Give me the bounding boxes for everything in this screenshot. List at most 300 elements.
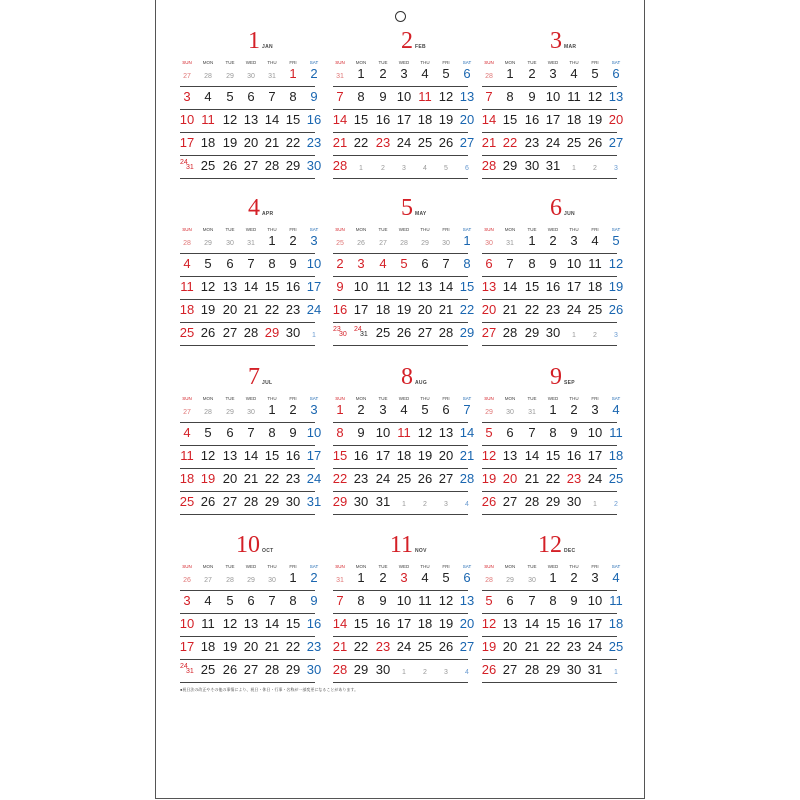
- weekday-label: SUN: [335, 396, 345, 401]
- day-cell: 22: [332, 471, 348, 486]
- day-cell: 25: [608, 471, 624, 486]
- day-cell: 10: [179, 112, 195, 127]
- day-cell: 8: [506, 89, 514, 104]
- day-cell: 4: [465, 669, 469, 676]
- day-cell: 28: [481, 158, 497, 173]
- week-row: [481, 636, 624, 660]
- day-cell: 30: [285, 494, 301, 509]
- day-cell: 10: [306, 425, 322, 440]
- weekday-label: MON: [504, 396, 516, 401]
- weekday-label: SAT: [611, 227, 621, 232]
- day-cell: 30: [247, 409, 255, 416]
- weekday-label: SUN: [182, 60, 192, 65]
- day-cell: 27: [608, 135, 624, 150]
- day-cell: 28: [485, 577, 493, 584]
- day-cell: 7: [442, 256, 450, 271]
- day-cell: 29: [285, 158, 301, 173]
- day-cell: 23: [306, 135, 322, 150]
- day-cell: 16: [375, 112, 391, 127]
- day-cell: 24: [306, 302, 322, 317]
- day-cell: 11: [201, 112, 215, 127]
- day-cell: 11: [180, 279, 194, 294]
- week-row: [179, 636, 322, 660]
- day-cell: 25: [179, 494, 195, 509]
- weekday-label: WED: [398, 396, 410, 401]
- week-row: [180, 445, 322, 469]
- day-cell: 22: [545, 639, 561, 654]
- day-cell: 9: [310, 593, 318, 608]
- day-cell: 26: [481, 662, 497, 677]
- day-cell: 28: [226, 577, 234, 584]
- day-cell: 19: [608, 279, 624, 294]
- day-cell: 16: [524, 112, 540, 127]
- day-cell: 14: [502, 279, 518, 294]
- month-name: SEP: [564, 380, 575, 386]
- day-cell: 18: [179, 302, 195, 317]
- day-cell: 3: [357, 256, 365, 271]
- week-row: [332, 109, 475, 133]
- day-cell: 6: [247, 89, 255, 104]
- day-cell: 1: [572, 332, 576, 339]
- day-cell: 20: [502, 471, 518, 486]
- week-row: [180, 659, 322, 683]
- day-cell: 11: [588, 256, 602, 271]
- day-cell: 15: [332, 448, 348, 463]
- month-name: OCT: [262, 548, 274, 554]
- day-cell: 22: [545, 471, 561, 486]
- day-cell: 8: [357, 593, 365, 608]
- day-cell: 18: [608, 616, 624, 631]
- day-cell: 22: [459, 302, 475, 317]
- day-cell: 13: [502, 448, 518, 463]
- weekday-label: THU: [267, 227, 277, 232]
- day-cell: 31: [545, 158, 561, 173]
- week-row: [481, 132, 624, 156]
- day-cell: 14: [438, 279, 454, 294]
- day-cell: 8: [549, 425, 557, 440]
- day-cell: 4: [204, 89, 212, 104]
- day-cell: 14: [243, 279, 259, 294]
- day-cell: 12: [222, 616, 238, 631]
- day-cell: 1: [357, 66, 365, 81]
- month-number: 1: [248, 28, 260, 54]
- day-cell: 1: [359, 165, 363, 172]
- day-cell: 6: [465, 165, 469, 172]
- day-cell: 2: [381, 165, 385, 172]
- week-row: [481, 276, 624, 300]
- day-cell: 29: [332, 494, 348, 509]
- weekday-label: MON: [504, 227, 516, 232]
- day-cell: 27: [243, 662, 259, 677]
- weekday-label: TUE: [225, 396, 235, 401]
- weekday-label: THU: [420, 227, 430, 232]
- day-cell: 2: [570, 402, 578, 417]
- day-cell: 3: [591, 570, 599, 585]
- month-block-aug: [332, 336, 475, 509]
- day-cell: 10: [566, 256, 582, 271]
- day-cell: 11: [609, 593, 623, 608]
- day-cell: 19: [587, 112, 603, 127]
- day-number: 24: [180, 159, 188, 166]
- weekday-label: MON: [202, 227, 214, 232]
- day-cell: 16: [566, 448, 582, 463]
- day-cell: 6: [612, 66, 620, 81]
- week-row: [179, 132, 322, 156]
- day-cell: 28: [204, 409, 212, 416]
- weekday-label: THU: [569, 227, 579, 232]
- day-cell: 25: [417, 135, 433, 150]
- day-cell: 2: [593, 332, 597, 339]
- weekday-label: SUN: [182, 564, 192, 569]
- day-cell: 17: [179, 135, 195, 150]
- day-cell: 4: [612, 570, 620, 585]
- day-cell: 5: [485, 425, 493, 440]
- day-cell: 5: [226, 593, 234, 608]
- weekday-label: MON: [202, 60, 214, 65]
- week-row: [332, 468, 475, 492]
- weekday-label: TUE: [527, 564, 537, 569]
- day-cell: 2: [379, 570, 387, 585]
- day-cell: 24: [375, 471, 391, 486]
- day-cell: 3: [570, 233, 578, 248]
- weekday-label: MON: [202, 396, 214, 401]
- weekday-label: FRI: [289, 564, 297, 569]
- weekday-label: WED: [398, 564, 410, 569]
- day-cell: 21: [524, 471, 540, 486]
- month-block-sep: [481, 336, 624, 509]
- day-cell: 25: [608, 639, 624, 654]
- month-name: MAR: [564, 44, 577, 50]
- day-cell: 29: [524, 325, 540, 340]
- day-cell: 11: [376, 279, 390, 294]
- weekday-label: WED: [245, 564, 257, 569]
- day-cell: 4: [421, 66, 429, 81]
- day-cell: 4: [204, 593, 212, 608]
- weekday-label: SAT: [462, 396, 472, 401]
- weekday-label: TUE: [527, 60, 537, 65]
- day-cell: 25: [200, 158, 216, 173]
- day-cell: 18: [200, 639, 216, 654]
- day-cell: 26: [608, 302, 624, 317]
- day-cell: 18: [200, 135, 216, 150]
- day-cell: 31: [306, 494, 322, 509]
- day-cell: 30: [524, 158, 540, 173]
- month-number: 3: [550, 28, 562, 54]
- day-cell: 9: [570, 425, 578, 440]
- day-cell: 21: [243, 471, 259, 486]
- day-cell: 2: [593, 165, 597, 172]
- weekday-label: SUN: [182, 227, 192, 232]
- week-row: [482, 63, 620, 87]
- weekday-label: FRI: [591, 60, 599, 65]
- day-cell: 30: [247, 73, 255, 80]
- day-cell: 27: [183, 73, 191, 80]
- day-cell: 30: [506, 409, 514, 416]
- day-cell: 4: [183, 256, 191, 271]
- day-cell: 4: [400, 402, 408, 417]
- day-cell: 26: [417, 471, 433, 486]
- day-cell: 11: [180, 448, 194, 463]
- day-cell: 19: [200, 471, 216, 486]
- day-cell: 21: [438, 302, 454, 317]
- week-row: [482, 399, 620, 423]
- day-cell: 10: [375, 425, 391, 440]
- weekday-label: SAT: [611, 396, 621, 401]
- day-cell: 25: [587, 302, 603, 317]
- weekday-label: FRI: [591, 396, 599, 401]
- day-cell: 5: [204, 425, 212, 440]
- day-cell: 19: [438, 112, 454, 127]
- week-row: [482, 659, 617, 683]
- weekday-label: THU: [420, 564, 430, 569]
- day-cell: 21: [264, 639, 280, 654]
- day-cell: 7: [336, 89, 344, 104]
- day-cell: 28: [332, 662, 348, 677]
- week-row: [482, 230, 620, 254]
- day-cell: 31: [336, 73, 344, 80]
- day-cell: 25: [566, 135, 582, 150]
- week-row: [180, 230, 318, 254]
- day-cell: 14: [481, 112, 497, 127]
- month-name: JUN: [564, 211, 575, 217]
- day-cell: 4: [465, 501, 469, 508]
- day-cell: 26: [587, 135, 603, 150]
- day-cell: 5: [442, 570, 450, 585]
- day-cell: 2: [549, 233, 557, 248]
- day-cell: 11: [609, 425, 623, 440]
- day-cell: 17: [566, 279, 582, 294]
- day-cell: 20: [438, 448, 454, 463]
- day-cell: 5: [612, 233, 620, 248]
- day-number: 30: [339, 331, 347, 338]
- weekday-label: FRI: [442, 396, 450, 401]
- day-cell: 14: [524, 448, 540, 463]
- month-number: 9: [550, 364, 562, 390]
- day-cell: 25: [375, 325, 391, 340]
- day-cell: 28: [524, 494, 540, 509]
- day-cell: 1: [572, 165, 576, 172]
- day-cell: 29: [204, 240, 212, 247]
- month-block-may: [332, 167, 475, 340]
- day-cell: 10: [587, 425, 603, 440]
- day-cell: 13: [243, 112, 259, 127]
- day-cell: 26: [222, 158, 238, 173]
- day-cell: 24: [587, 639, 603, 654]
- month-block-dec: [481, 504, 624, 677]
- week-row: [333, 253, 471, 277]
- day-cell: 19: [481, 639, 497, 654]
- day-cell: 23: [524, 135, 540, 150]
- day-cell: 28: [459, 471, 475, 486]
- day-cell: 24: [587, 471, 603, 486]
- day-cell: 1: [289, 570, 297, 585]
- month-name: DEC: [564, 548, 576, 554]
- day-cell: 3: [402, 165, 406, 172]
- weekday-label: SUN: [484, 396, 494, 401]
- weekday-label: TUE: [225, 564, 235, 569]
- day-cell: 6: [226, 256, 234, 271]
- day-cell: 23: [306, 639, 322, 654]
- week-row: [180, 590, 318, 614]
- weekday-label: THU: [420, 396, 430, 401]
- week-row: [481, 468, 624, 492]
- day-cell: 12: [608, 256, 624, 271]
- day-cell: 1: [593, 501, 597, 508]
- day-cell: 26: [396, 325, 412, 340]
- day-cell: 11: [397, 425, 411, 440]
- day-cell: 4: [183, 425, 191, 440]
- month-name: JAN: [262, 44, 273, 50]
- day-cell: 7: [528, 425, 536, 440]
- weekday-label: SAT: [309, 60, 319, 65]
- day-cell: 22: [285, 135, 301, 150]
- day-cell: 21: [332, 639, 348, 654]
- week-row: [333, 590, 475, 614]
- day-cell: 1: [549, 570, 557, 585]
- day-cell: 19: [438, 616, 454, 631]
- month-block-jan: [179, 0, 322, 173]
- day-cell: 15: [545, 616, 561, 631]
- weekday-label: TUE: [378, 60, 388, 65]
- day-cell: 16: [566, 616, 582, 631]
- day-cell: 5: [204, 256, 212, 271]
- day-cell: 22: [264, 471, 280, 486]
- week-row: [481, 109, 624, 133]
- day-cell: 1: [357, 570, 365, 585]
- day-cell: 3: [444, 501, 448, 508]
- week-row: [180, 63, 318, 87]
- day-cell: 20: [417, 302, 433, 317]
- day-cell: 22: [285, 639, 301, 654]
- day-cell: 19: [481, 471, 497, 486]
- day-cell: 15: [502, 112, 518, 127]
- day-cell: 2: [528, 66, 536, 81]
- day-cell: 1: [268, 402, 276, 417]
- calendar-grid: [180, 0, 622, 680]
- month-number: 5: [401, 195, 413, 221]
- day-cell: 28: [400, 240, 408, 247]
- weekday-label: THU: [267, 396, 277, 401]
- weekday-label: SAT: [611, 60, 621, 65]
- weekday-label: SUN: [484, 227, 494, 232]
- weekday-label: MON: [504, 564, 516, 569]
- day-cell: 2: [423, 669, 427, 676]
- weekday-label: TUE: [378, 564, 388, 569]
- weekday-label: THU: [267, 564, 277, 569]
- day-cell: 1: [528, 233, 536, 248]
- day-cell: 8: [336, 425, 344, 440]
- day-cell: 12: [222, 112, 238, 127]
- day-cell: 17: [396, 616, 412, 631]
- day-cell: 29: [285, 662, 301, 677]
- day-cell: 28: [502, 325, 518, 340]
- month-name: JUL: [262, 380, 273, 386]
- day-cell: 18: [587, 279, 603, 294]
- month-number: 6: [550, 195, 562, 221]
- day-cell: 21: [524, 639, 540, 654]
- weekday-label: THU: [267, 60, 277, 65]
- day-cell: 14: [459, 425, 475, 440]
- day-cell: 22: [353, 639, 369, 654]
- day-number: 31: [360, 331, 368, 338]
- day-cell: 9: [379, 89, 387, 104]
- day-cell: 28: [243, 325, 259, 340]
- day-cell: 11: [567, 89, 581, 104]
- day-cell: 18: [375, 302, 391, 317]
- day-cell: 21: [502, 302, 518, 317]
- day-cell: 30: [306, 662, 322, 677]
- day-cell: 11: [418, 89, 432, 104]
- day-number: 31: [186, 164, 194, 171]
- day-cell: 8: [289, 89, 297, 104]
- month-block-mar: [481, 0, 624, 173]
- day-cell: 14: [332, 616, 348, 631]
- day-cell: 29: [545, 662, 561, 677]
- day-cell: 20: [243, 135, 259, 150]
- day-cell: 10: [396, 593, 412, 608]
- day-cell: 29: [226, 409, 234, 416]
- month-block-jun: [481, 167, 624, 340]
- day-cell: 10: [545, 89, 561, 104]
- day-cell: 8: [268, 256, 276, 271]
- day-cell: 30: [306, 158, 322, 173]
- day-cell: 15: [524, 279, 540, 294]
- day-cell: 31: [336, 577, 344, 584]
- week-row: [482, 590, 623, 614]
- day-cell: 2: [289, 402, 297, 417]
- day-cell: 3: [310, 402, 318, 417]
- week-row: [179, 299, 322, 323]
- day-cell: 26: [200, 325, 216, 340]
- weekday-label: MON: [355, 396, 367, 401]
- day-cell: 15: [353, 112, 369, 127]
- day-cell: 18: [417, 616, 433, 631]
- week-row: [482, 567, 620, 591]
- day-cell: 17: [179, 639, 195, 654]
- day-cell: 1: [463, 233, 471, 248]
- day-cell: 7: [336, 593, 344, 608]
- day-cell: 23: [566, 471, 582, 486]
- weekday-label: WED: [398, 60, 410, 65]
- day-cell: 7: [247, 425, 255, 440]
- week-row: [481, 445, 624, 469]
- month-block-oct: [179, 504, 322, 677]
- day-cell: 29: [226, 73, 234, 80]
- day-cell: 27: [243, 158, 259, 173]
- day-cell: 4: [570, 66, 578, 81]
- weekday-label: WED: [245, 396, 257, 401]
- weekday-label: MON: [202, 564, 214, 569]
- day-cell: 31: [375, 494, 391, 509]
- day-cell: 11: [201, 616, 215, 631]
- day-cell: 9: [289, 256, 297, 271]
- day-cell: 24: [566, 302, 582, 317]
- day-cell: 31: [506, 240, 514, 247]
- week-row: [180, 276, 322, 300]
- week-row: [332, 132, 475, 156]
- day-cell: 21: [264, 135, 280, 150]
- day-cell: 11: [418, 593, 432, 608]
- day-cell: 27: [222, 494, 238, 509]
- day-cell: 9: [289, 425, 297, 440]
- day-cell: 15: [285, 112, 301, 127]
- weekday-label: SAT: [309, 227, 319, 232]
- week-row: [180, 567, 318, 591]
- day-cell: 20: [459, 616, 475, 631]
- weekday-label: MON: [355, 60, 367, 65]
- day-cell: 28: [332, 158, 348, 173]
- day-cell: 16: [353, 448, 369, 463]
